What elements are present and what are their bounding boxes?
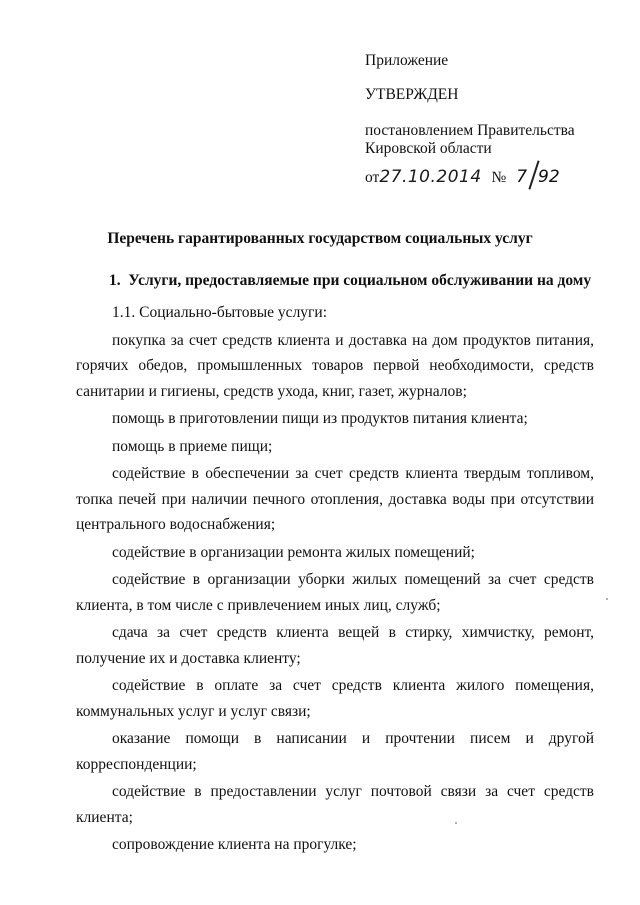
scan-speck (606, 598, 608, 600)
list-item: сопровождение клиента на прогулке; (112, 836, 357, 853)
list-item: содействие в обеспечении за счет средств клиента твердым топливом, топка печей при наличии печного отопления, доставка воды при отсутствии центрального водоснабжения; (76, 465, 594, 533)
document-body (76, 300, 594, 860)
decree-line-2: Кировской области (365, 140, 492, 157)
section-number: 1. (109, 272, 121, 289)
handwritten-number-part1: 7 (516, 167, 528, 187)
list-item: сдача за счет средств клиента вещей в стирку, химчистку, ремонт, получение их и доставка клиенту; (76, 624, 594, 667)
document-title: Перечень гарантированных государством социальных услуг (107, 230, 533, 247)
approved-label: УТВЕРЖДЕН (365, 86, 459, 103)
approval-block (365, 52, 615, 187)
section-title: Услуги, предоставляемые при социальном обслуживании на дому (128, 272, 592, 289)
handwritten-date: 27.10.2014 (379, 167, 482, 187)
list-item: содействие в предоставлении услуг почтовой связи за счет средств клиента; (76, 783, 594, 826)
section-heading (109, 272, 591, 290)
decree-line-1: постановлением Правительства (365, 122, 575, 139)
scan-speck (455, 822, 457, 824)
list-item: покупка за счет средств клиента и доставка на дом продуктов питания, горячих обедов, промышленных товаров первой необходимости, средств санитарии и гигиены, средств ухода, книг, газет, журналов; (76, 331, 594, 400)
list-item: содействие в организации уборки жилых помещений за счет средств клиента, в том числе с привлечением иных лиц, служб; (76, 571, 594, 614)
subsection-heading: 1.1. Социально-бытовые услуги: (112, 304, 328, 321)
handwritten-number-part2: 92 (538, 167, 560, 187)
list-item: оказание помощи в написании и прочтении писем и другой корреспонденции; (76, 730, 594, 773)
date-prefix: от (365, 169, 380, 186)
list-item: содействие в организации ремонта жилых помещений; (112, 543, 475, 561)
appendix-label: Приложение (365, 52, 449, 69)
number-sign: № (491, 169, 507, 186)
decree-date-number (365, 160, 615, 187)
list-item: помощь в приготовлении пищи из продуктов питания клиента; (112, 410, 528, 427)
list-item: содействие в оплате за счет средств клиента жилого помещения, коммунальных услуг и услуг связи; (76, 677, 594, 720)
list-item: помощь в приеме пищи; (112, 437, 273, 455)
